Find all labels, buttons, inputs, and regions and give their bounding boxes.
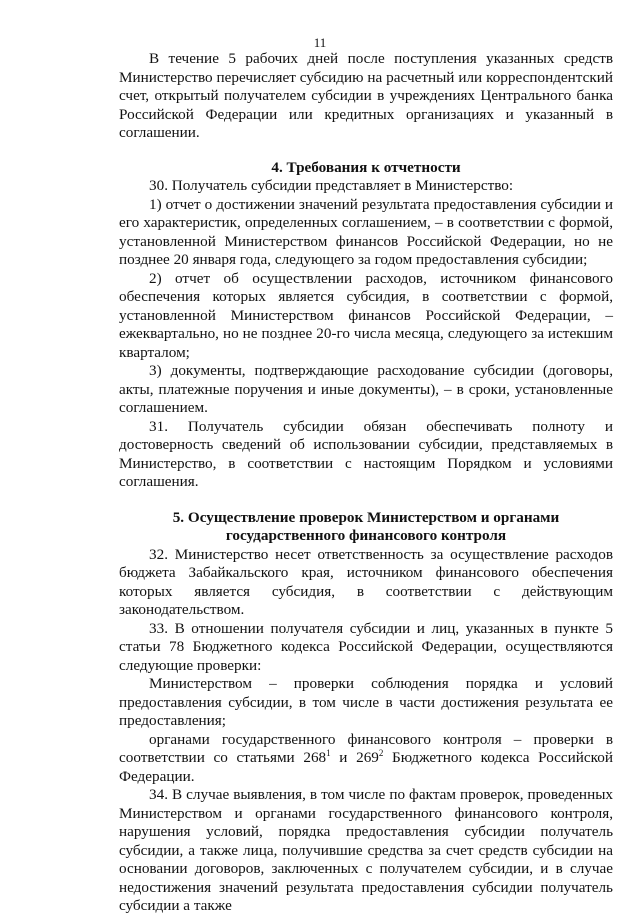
paragraph-transfer: В течение 5 рабочих дней после поступления указанных средств Министерство перечисляет субсидию на расчетный или корреспондентский счет, открытый получателем субсидии в учреждениях Центрального банка Российской Федерации или кредитных организациях и указанный в соглашении. xyxy=(119,50,613,141)
list-item-3: 3) документы, подтверждающие расходование субсидии (договоры, акты, платежные поручения и иные документы), – в сроки, установленные соглашением. xyxy=(119,362,613,416)
paragraph-34: 34. В случае выявления, в том числе по фактам проверок, проведенных Министерством и органами государственного финансового контроля, нарушения условий, порядка предоставления субсидии получатель субсидии, а также лица, получившие средства за счет средств субсидии на основании договоров, заключенных с получателем субсидии, и в случае недостижения значений результата предоставления субсидии получатель субсидии а также xyxy=(119,786,613,914)
superscript-1: 1 xyxy=(326,747,331,758)
superscript-2: 2 xyxy=(378,747,384,758)
list-item-2: 2) отчет об осуществлении расходов, источником финансового обеспечения которых является субсидия, в соответствии с формой, установленной Министерством финансов Российской Федерации, – ежеквартально, но не позднее 20-го числа месяца, следующего за истекшим кварталом; xyxy=(119,269,613,361)
list-item-1: 1) отчет о достижении значений результата предоставления субсидии и его характеристик, определенных соглашением, – в соответствии с формой, установленной Министерством финансов Российской Федерации, но не позднее 20 января года, следующего за годом предоставления субсидии; xyxy=(119,195,613,268)
section-4-heading: 4. Требования к отчетности xyxy=(271,158,461,176)
paragraph-33-ministry: Министерством – проверки соблюдения порядка и условий предоставления субсидии, в том числе в части достижения результата ее предоставления; xyxy=(119,675,613,729)
paragraph-32: 32. Министерство несет ответственность за осуществление расходов бюджета Забайкальского края, источником финансового обеспечения которых является субсидия, в соответствии с действующим законодательством. xyxy=(119,545,613,618)
paragraph-33-control-bodies: органами государственного финансового контроля – проверки в соответствии со статьями $268^1$ и $269^2$ Бюджетного кодекса Российской Федерации. xyxy=(119,730,613,785)
paragraph-31: 31. Получатель субсидии обязан обеспечивать полноту и достоверность сведений об использовании субсидии, представляемых в Министерство, в соответствии с настоящим Порядком и условиями соглашения. xyxy=(119,417,613,490)
section-5-heading-line1: 5. Осуществление проверок Министерством и органами xyxy=(172,508,560,526)
section-5-heading-line2: государственного финансового контроля xyxy=(225,527,507,544)
page-number: 11 xyxy=(313,35,327,50)
page-content xyxy=(119,50,613,916)
paragraph-33: 33. В отношении получателя субсидии и лиц, указанных в пункте 5 статьи 78 Бюджетного кодекса Российской Федерации, осуществляются следующие проверки: xyxy=(119,619,613,674)
paragraph-30: 30. Получатель субсидии представляет в Министерство: xyxy=(149,177,514,194)
section-5-heading xyxy=(119,509,613,546)
